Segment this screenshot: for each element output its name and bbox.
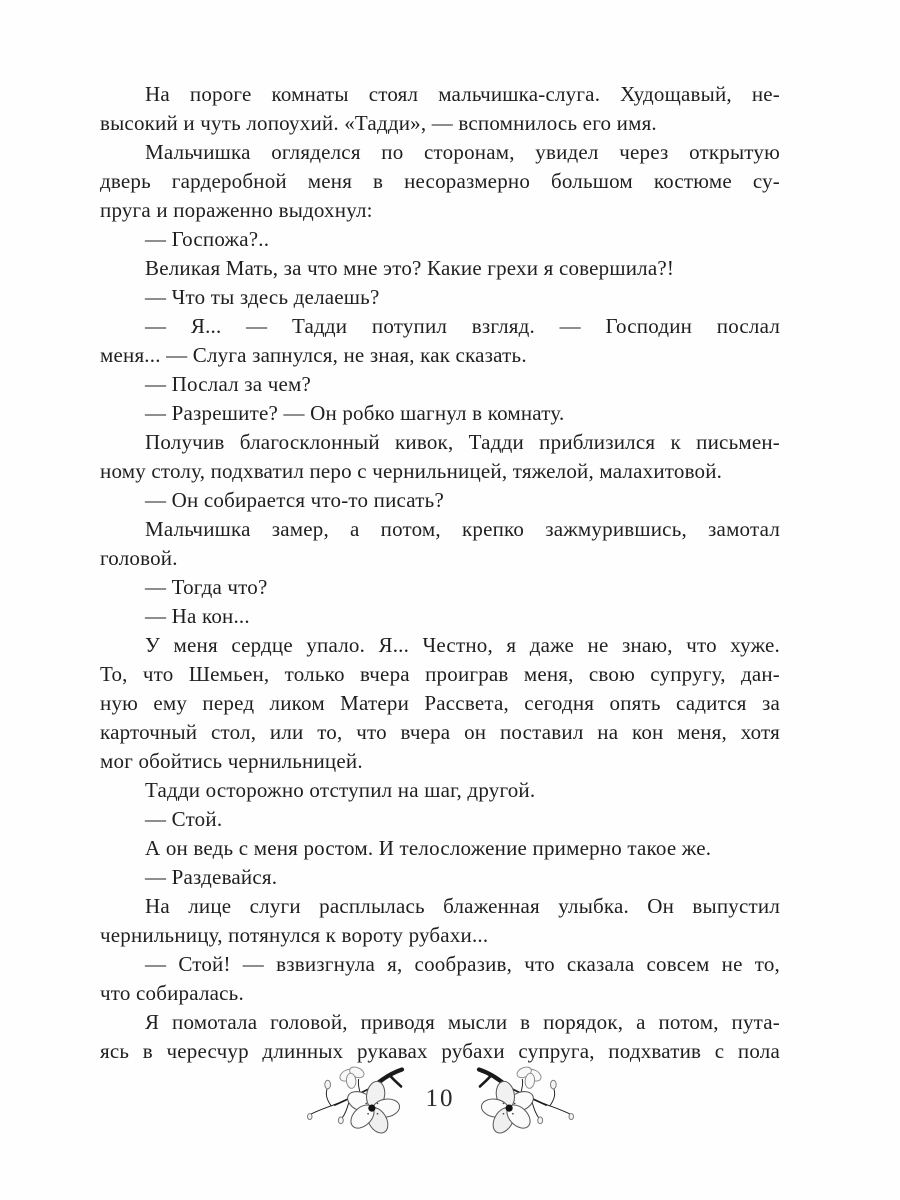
paragraph <box>100 370 780 399</box>
paragraph <box>100 1008 780 1066</box>
text-line: — Послал за чем? <box>145 372 312 396</box>
text-line: Мальчишка огляделся по сторонам, увидел через открытую <box>145 140 780 164</box>
text-line: ясь в чересчур длинных рукавах рубахи супруга, подхватив с пола <box>100 1039 780 1063</box>
text-line: мог обойтись чернильницей. <box>100 749 363 773</box>
text-line: головой. <box>100 546 178 570</box>
flower-branch-ornament-right <box>475 1062 579 1142</box>
text-line: ному столу, подхватил перо с чернильницей, тяжелой, малахитовой. <box>100 459 723 483</box>
text-line: — Что ты здесь делаешь? <box>145 285 380 309</box>
text-line: Я помотала головой, приводя мысли в порядок, а потом, пута- <box>145 1010 780 1034</box>
flower-branch-ornament-left <box>302 1062 406 1142</box>
paragraph <box>100 225 780 254</box>
text-line: — Стой. <box>145 807 223 831</box>
paragraph <box>100 950 780 1008</box>
text-line: На пороге комнаты стоял мальчишка-слуга. Худощавый, не- <box>145 82 780 106</box>
text-line: — Тогда что? <box>145 575 268 599</box>
text-line: меня... — Слуга запнулся, не зная, как сказать. <box>100 343 527 367</box>
text-line: высокий и чуть лопоухий. «Тадди», — вспомнилось его имя. <box>100 111 657 135</box>
text-line: — Госпожа?.. <box>145 227 270 251</box>
text-line: Мальчишка замер, а потом, крепко зажмурившись, замотал <box>145 517 780 541</box>
text-line: что собиралась. <box>100 981 244 1005</box>
paragraph <box>100 399 780 428</box>
paragraph <box>100 834 780 863</box>
paragraph <box>100 776 780 805</box>
paragraph <box>100 573 780 602</box>
paragraph <box>100 428 780 486</box>
paragraph <box>100 283 780 312</box>
text-line: пруга и пораженно выдохнул: <box>100 198 373 222</box>
page-footer <box>100 1062 780 1142</box>
text-line: дверь гардеробной меня в несоразмерно большом костюме су- <box>100 169 780 193</box>
text-line: чернильницу, потянулся к вороту рубахи... <box>100 923 489 947</box>
page-number: 10 <box>425 1085 455 1112</box>
paragraph <box>100 312 780 370</box>
text-line: ную ему перед ликом Матери Рассвета, сегодня опять садится за <box>100 691 780 715</box>
text-line: — На кон... <box>145 604 250 628</box>
text-line: У меня сердце упало. Я... Честно, я даже не знаю, что хуже. <box>145 633 780 657</box>
text-line: Получив благосклонный кивок, Тадди приблизился к письмен- <box>145 430 780 454</box>
paragraph <box>100 602 780 631</box>
text-line: — Разрешите? — Он робко шагнул в комнату. <box>145 401 565 425</box>
text-line: Великая Мать, за что мне это? Какие грехи я совершила?! <box>145 256 675 280</box>
paragraph <box>100 805 780 834</box>
paragraph <box>100 863 780 892</box>
text-line: На лице слуги расплылась блаженная улыбка. Он выпустил <box>145 894 780 918</box>
text-line: — Стой! — взвизгнула я, сообразив, что сказала совсем не то, <box>145 952 780 976</box>
paragraph <box>100 892 780 950</box>
paragraph <box>100 631 780 776</box>
text-block <box>100 80 780 1066</box>
paragraph <box>100 80 780 138</box>
text-line: — Раздевайся. <box>145 865 278 889</box>
paragraph <box>100 486 780 515</box>
text-line: А он ведь с меня ростом. И телосложение примерно такое же. <box>145 836 712 860</box>
text-line: — Он собирается что-то писать? <box>145 488 444 512</box>
text-line: Тадди осторожно отступил на шаг, другой. <box>145 778 536 802</box>
paragraph <box>100 138 780 225</box>
text-line: карточный стол, или то, что вчера он поставил на кон меня, хотя <box>100 720 780 744</box>
paragraph <box>100 254 780 283</box>
text-line: То, что Шемьен, только вчера проиграв меня, свою супругу, дан- <box>100 662 780 686</box>
paragraph <box>100 515 780 573</box>
text-line: — Я... — Тадди потупил взгляд. — Господин послал <box>145 314 780 338</box>
